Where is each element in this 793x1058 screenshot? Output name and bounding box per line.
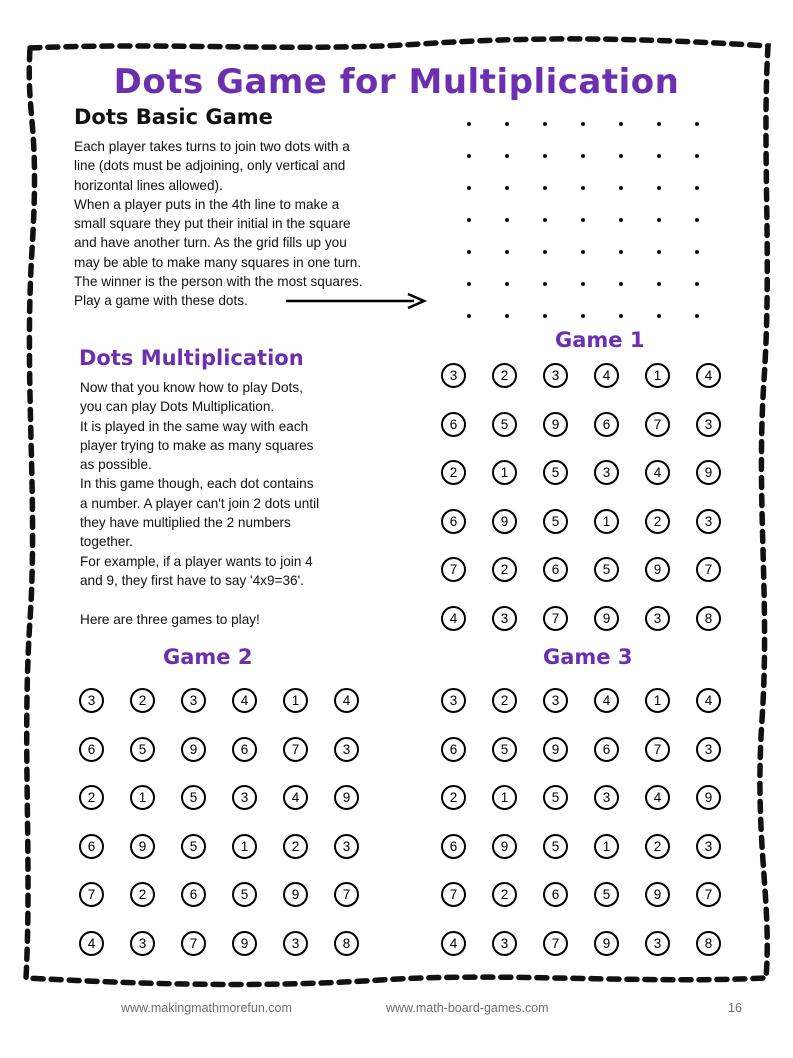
number-dot[interactable]: 6 xyxy=(543,882,568,907)
grid-dot[interactable] xyxy=(581,218,585,222)
number-dot[interactable]: 4 xyxy=(696,688,721,713)
number-dot[interactable]: 9 xyxy=(594,606,619,631)
grid-dot[interactable] xyxy=(467,154,471,158)
number-dot[interactable]: 9 xyxy=(181,737,206,762)
number-dot[interactable]: 7 xyxy=(441,557,466,582)
number-dot[interactable]: 4 xyxy=(594,688,619,713)
multiplication-line: as possible. xyxy=(80,457,152,473)
number-dot[interactable]: 1 xyxy=(594,509,619,534)
multiplication-line: they have multiplied the 2 numbers xyxy=(80,515,291,531)
number-dot[interactable]: 9 xyxy=(492,834,517,859)
number-dot[interactable]: 9 xyxy=(594,931,619,956)
number-dot[interactable]: 6 xyxy=(441,509,466,534)
grid-dot[interactable] xyxy=(581,282,585,286)
number-dot[interactable]: 4 xyxy=(696,363,721,388)
number-dot[interactable]: 7 xyxy=(543,606,568,631)
number-dot[interactable]: 3 xyxy=(441,363,466,388)
multiplication-line: In this game though, each dot contains xyxy=(80,476,314,492)
number-dot[interactable]: 6 xyxy=(543,557,568,582)
number-dot[interactable]: 1 xyxy=(130,785,155,810)
number-dot[interactable]: 2 xyxy=(130,882,155,907)
number-dot[interactable]: 9 xyxy=(696,460,721,485)
number-dot[interactable]: 4 xyxy=(645,460,670,485)
number-dot[interactable]: 5 xyxy=(543,834,568,859)
number-dot[interactable]: 8 xyxy=(696,606,721,631)
number-dot[interactable]: 5 xyxy=(543,509,568,534)
grid-dot[interactable] xyxy=(695,154,699,158)
number-dot[interactable]: 1 xyxy=(645,363,670,388)
number-dot[interactable]: 2 xyxy=(441,785,466,810)
multiplication-instructions xyxy=(80,378,319,629)
number-dot[interactable]: 2 xyxy=(283,834,308,859)
grid-dot[interactable] xyxy=(695,282,699,286)
number-dot[interactable]: 5 xyxy=(492,737,517,762)
basic-line: When a player puts in the 4th line to make a xyxy=(74,196,340,212)
grid-dot[interactable] xyxy=(505,186,509,190)
basic-line: Each player takes turns to join two dots with a xyxy=(74,139,350,154)
grid-dot[interactable] xyxy=(543,186,547,190)
number-dot[interactable]: 2 xyxy=(492,557,517,582)
multiplication-line: Here are three games to play! xyxy=(80,611,260,627)
number-dot[interactable]: 6 xyxy=(441,412,466,437)
number-dot[interactable]: 6 xyxy=(441,834,466,859)
number-dot[interactable]: 3 xyxy=(594,785,619,810)
number-dot[interactable]: 6 xyxy=(79,737,104,762)
right-arrow-icon xyxy=(284,291,428,311)
basic-line: may be able to make many squares in one turn. xyxy=(74,254,362,270)
grid-dot[interactable] xyxy=(657,282,661,286)
number-dot[interactable]: 1 xyxy=(594,834,619,859)
number-dot[interactable]: 8 xyxy=(334,931,359,956)
footer-site-link-1[interactable]: www.makingmathmorefun.com xyxy=(121,1001,292,1015)
number-dot[interactable]: 1 xyxy=(492,785,517,810)
number-dot[interactable]: 5 xyxy=(543,785,568,810)
number-dot[interactable]: 9 xyxy=(334,785,359,810)
grid-dot[interactable] xyxy=(657,186,661,190)
number-dot[interactable]: 1 xyxy=(492,460,517,485)
number-dot[interactable]: 3 xyxy=(283,931,308,956)
number-dot[interactable]: 9 xyxy=(645,882,670,907)
multiplication-line: For example, if a player wants to join 4 xyxy=(80,553,313,569)
basic-game-instructions xyxy=(74,137,363,311)
number-dot[interactable]: 3 xyxy=(696,834,721,859)
number-dot[interactable]: 6 xyxy=(594,737,619,762)
number-dot[interactable]: 3 xyxy=(543,363,568,388)
grid-dot[interactable] xyxy=(581,250,585,254)
number-dot[interactable]: 4 xyxy=(232,688,257,713)
grid-dot[interactable] xyxy=(467,314,471,318)
grid-dot[interactable] xyxy=(657,218,661,222)
basic-line: and have another turn. As the grid fills up you xyxy=(74,235,347,251)
basic-line: line (dots must be adjoining, only vertical and xyxy=(74,158,346,174)
number-dot[interactable]: 7 xyxy=(543,931,568,956)
grid-dot[interactable] xyxy=(543,314,547,318)
number-dot[interactable]: 3 xyxy=(441,688,466,713)
number-dot[interactable]: 9 xyxy=(645,557,670,582)
number-dot[interactable]: 6 xyxy=(232,737,257,762)
number-dot[interactable]: 9 xyxy=(543,737,568,762)
number-dot[interactable]: 3 xyxy=(334,737,359,762)
number-dot[interactable]: 6 xyxy=(594,412,619,437)
multiplication-line xyxy=(80,590,319,609)
number-dot[interactable]: 7 xyxy=(645,412,670,437)
multiplication-line: player trying to make as many squares xyxy=(80,437,314,453)
number-dot[interactable]: 7 xyxy=(283,737,308,762)
number-dot[interactable]: 4 xyxy=(79,931,104,956)
basic-line: Play a game with these dots. xyxy=(74,293,248,309)
grid-dot[interactable] xyxy=(505,122,509,126)
number-dot[interactable]: 2 xyxy=(492,363,517,388)
grid-dot[interactable] xyxy=(505,250,509,254)
grid-dot[interactable] xyxy=(695,218,699,222)
grid-dot[interactable] xyxy=(467,282,471,286)
grid-dot[interactable] xyxy=(543,218,547,222)
grid-dot[interactable] xyxy=(657,250,661,254)
number-dot[interactable]: 4 xyxy=(334,688,359,713)
game-2-label: Game 2 xyxy=(163,645,253,669)
number-dot[interactable]: 2 xyxy=(130,688,155,713)
multiplication-line: Now that you know how to play Dots, xyxy=(80,380,303,395)
number-dot[interactable]: 2 xyxy=(492,688,517,713)
grid-dot[interactable] xyxy=(467,218,471,222)
number-dot[interactable]: 4 xyxy=(441,931,466,956)
footer-site-link-2[interactable]: www.math-board-games.com xyxy=(386,1001,549,1015)
number-dot[interactable]: 3 xyxy=(492,931,517,956)
basic-line: small square they put their initial in the square xyxy=(74,216,351,232)
multiplication-line: together. xyxy=(80,534,133,550)
number-dot[interactable]: 4 xyxy=(645,785,670,810)
number-dot[interactable]: 4 xyxy=(594,363,619,388)
number-dot[interactable]: 3 xyxy=(79,688,104,713)
grid-dot[interactable] xyxy=(581,154,585,158)
number-dot[interactable]: 9 xyxy=(492,509,517,534)
number-dot[interactable]: 3 xyxy=(594,460,619,485)
number-dot[interactable]: 7 xyxy=(334,882,359,907)
number-dot[interactable]: 5 xyxy=(181,785,206,810)
number-dot[interactable]: 7 xyxy=(181,931,206,956)
grid-dot[interactable] xyxy=(619,154,623,158)
grid-dot[interactable] xyxy=(467,250,471,254)
number-dot[interactable]: 4 xyxy=(441,606,466,631)
number-dot[interactable]: 3 xyxy=(130,931,155,956)
number-dot[interactable]: 4 xyxy=(283,785,308,810)
grid-dot[interactable] xyxy=(581,314,585,318)
page-title: Dots Game for Multiplication xyxy=(113,62,680,102)
grid-dot[interactable] xyxy=(505,282,509,286)
number-dot[interactable]: 2 xyxy=(79,785,104,810)
number-dot[interactable]: 3 xyxy=(492,606,517,631)
grid-dot[interactable] xyxy=(695,122,699,126)
number-dot[interactable]: 3 xyxy=(543,688,568,713)
game-3-label: Game 3 xyxy=(543,645,633,669)
number-dot[interactable]: 3 xyxy=(181,688,206,713)
number-dot[interactable]: 7 xyxy=(696,557,721,582)
number-dot[interactable]: 5 xyxy=(543,460,568,485)
number-dot[interactable]: 3 xyxy=(696,737,721,762)
grid-dot[interactable] xyxy=(581,122,585,126)
grid-dot[interactable] xyxy=(657,314,661,318)
number-dot[interactable]: 2 xyxy=(492,882,517,907)
number-dot[interactable]: 3 xyxy=(645,606,670,631)
grid-dot[interactable] xyxy=(543,122,547,126)
number-dot[interactable]: 1 xyxy=(645,688,670,713)
number-dot[interactable]: 7 xyxy=(696,882,721,907)
number-dot[interactable]: 3 xyxy=(645,931,670,956)
number-dot[interactable]: 7 xyxy=(79,882,104,907)
grid-dot[interactable] xyxy=(505,218,509,222)
grid-dot[interactable] xyxy=(581,186,585,190)
multiplication-line: you can play Dots Multiplication. xyxy=(80,399,275,415)
number-dot[interactable]: 5 xyxy=(594,882,619,907)
number-dot[interactable]: 5 xyxy=(130,737,155,762)
grid-dot[interactable] xyxy=(695,314,699,318)
number-dot[interactable]: 9 xyxy=(130,834,155,859)
number-dot[interactable]: 5 xyxy=(492,412,517,437)
grid-dot[interactable] xyxy=(467,186,471,190)
basic-game-heading: Dots Basic Game xyxy=(74,105,273,129)
grid-dot[interactable] xyxy=(543,282,547,286)
number-dot[interactable]: 3 xyxy=(696,509,721,534)
number-dot[interactable]: 3 xyxy=(334,834,359,859)
number-dot[interactable]: 5 xyxy=(232,882,257,907)
number-dot[interactable]: 5 xyxy=(181,834,206,859)
number-dot[interactable]: 6 xyxy=(79,834,104,859)
number-dot[interactable]: 6 xyxy=(441,737,466,762)
number-dot[interactable]: 9 xyxy=(543,412,568,437)
grid-dot[interactable] xyxy=(543,154,547,158)
multiplication-line: It is played in the same way with each xyxy=(80,418,309,434)
grid-dot[interactable] xyxy=(657,122,661,126)
page-number: 16 xyxy=(728,1001,742,1015)
grid-dot[interactable] xyxy=(505,314,509,318)
dots-multiplication-heading: Dots Multiplication xyxy=(79,346,304,370)
number-dot[interactable]: 7 xyxy=(441,882,466,907)
number-dot[interactable]: 5 xyxy=(594,557,619,582)
grid-dot[interactable] xyxy=(619,122,623,126)
grid-dot[interactable] xyxy=(695,250,699,254)
grid-dot[interactable] xyxy=(467,122,471,126)
number-dot[interactable]: 9 xyxy=(232,931,257,956)
grid-dot[interactable] xyxy=(619,186,623,190)
number-dot[interactable]: 3 xyxy=(696,412,721,437)
number-dot[interactable]: 6 xyxy=(181,882,206,907)
grid-dot[interactable] xyxy=(543,250,547,254)
number-dot[interactable]: 9 xyxy=(696,785,721,810)
number-dot[interactable]: 9 xyxy=(283,882,308,907)
multiplication-line: and 9, they first have to say '4x9=36'. xyxy=(80,572,304,588)
number-dot[interactable]: 1 xyxy=(283,688,308,713)
multiplication-line: a number. A player can't join 2 dots until xyxy=(80,495,320,511)
grid-dot[interactable] xyxy=(619,218,623,222)
number-dot[interactable]: 2 xyxy=(441,460,466,485)
number-dot[interactable]: 2 xyxy=(645,509,670,534)
grid-dot[interactable] xyxy=(695,186,699,190)
number-dot[interactable]: 2 xyxy=(645,834,670,859)
number-dot[interactable]: 3 xyxy=(232,785,257,810)
grid-dot[interactable] xyxy=(505,154,509,158)
basic-line: The winner is the person with the most squares. xyxy=(74,274,363,290)
grid-dot[interactable] xyxy=(619,282,623,286)
number-dot[interactable]: 1 xyxy=(232,834,257,859)
grid-dot[interactable] xyxy=(619,250,623,254)
basic-line: horizontal lines allowed). xyxy=(74,177,223,193)
number-dot[interactable]: 7 xyxy=(645,737,670,762)
grid-dot[interactable] xyxy=(657,154,661,158)
grid-dot[interactable] xyxy=(619,314,623,318)
number-dot[interactable]: 8 xyxy=(696,931,721,956)
game-1-label: Game 1 xyxy=(555,328,645,352)
